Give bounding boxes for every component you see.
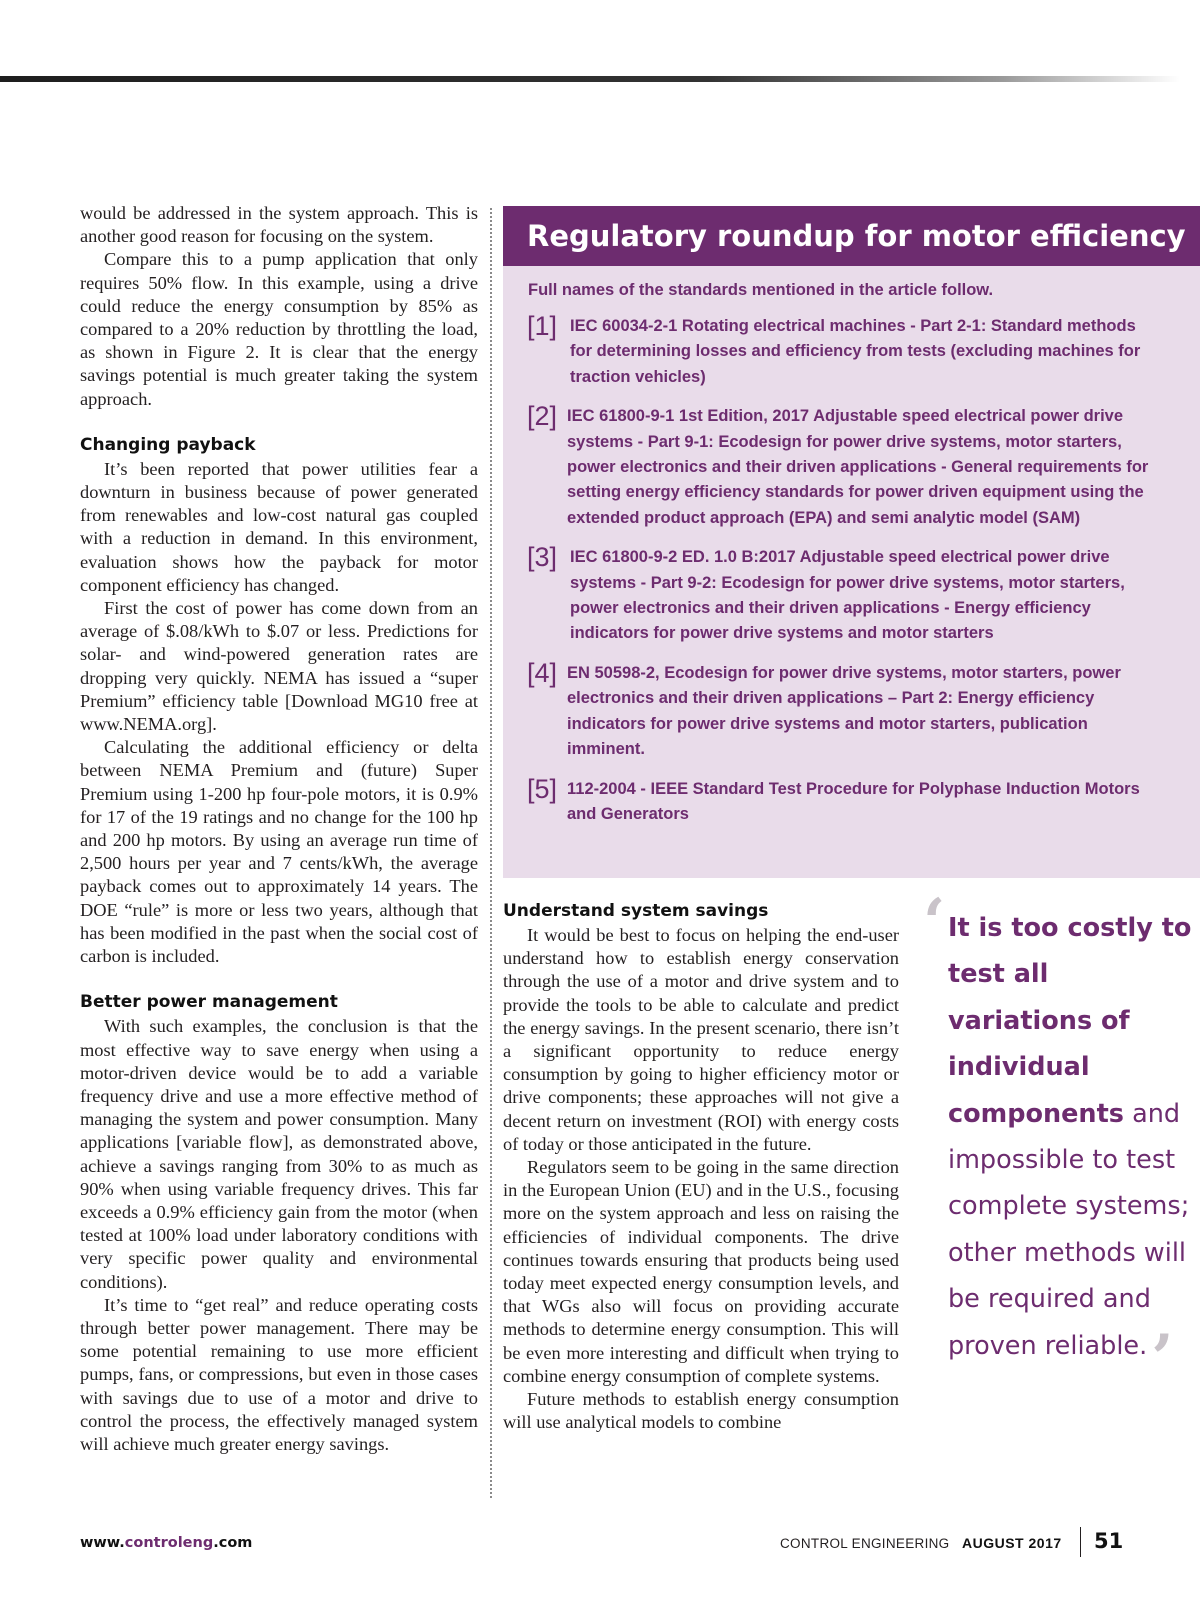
heading-understand-system-savings: Understand system savings (503, 901, 769, 921)
standard-text: 112-2004 - IEEE Standard Test Procedure for Polyphase Induction Motors and Generators (567, 779, 1140, 823)
standard-text: IEC 61800-9-2 ED. 1.0 B:2017 Adjustable speed electrical power drive systems - Part 9-2: Ecodesign for power drive systems, motor starters, power electronics and their driven applications - Energy efficiency indicators for power drive systems and motor starters (570, 548, 1125, 643)
standard-number: [5] (527, 773, 558, 804)
standard-number: [3] (527, 542, 558, 573)
paragraph-savings-1: It would be best to focus on helping the end-user understand how to establish energy conservation through the use of a motor and drive system and to provide the tools to be able to calculate and predict the energy savings. In the present scenario, there isn’t a significant opportunity to reduce energy consumption by going to higher efficiency motor or drive components; these approaches will not give a decent return on investment (ROI) with energy costs of today or those anticipated in the future. (503, 925, 899, 1154)
standard-item (503, 543, 1200, 647)
sidebar-intro: Full names of the standards mentioned in the article follow. (528, 281, 994, 299)
column-divider (490, 208, 492, 1498)
standard-item (503, 402, 1200, 531)
standard-number: [1] (527, 311, 558, 341)
standard-number: [4] (527, 657, 558, 688)
page-number: 51 (1094, 1529, 1124, 1553)
paragraph-payback-3: Calculating the additional efficiency or delta between NEMA Premium and (future) Super Premium using 1-200 hp four-pole motors, it is 0.9% for 17 of the 19 ratings and no change for the 100 hp and 200 hp motors. By using an average run time of 2,500 hours per year and 7 cents/kWh, the average payback comes out to approximately 14 years. The DOE “rule” is more or less two years, although that has been modified in the past when the social cost of carbon is included. (80, 737, 478, 967)
footer-publication: CONTROL ENGINEERING (780, 1536, 950, 1551)
url-prefix: www. (80, 1535, 125, 1551)
paragraph-payback-1: It’s been reported that power utilities fear a downturn in business because of power generated from renewables and low-cost natural gas coupled with a reduction in demand. In this environment, evaluation shows how the payback for motor component efficiency has changed. (80, 458, 478, 595)
top-rule (0, 76, 1180, 82)
standard-item (503, 312, 1200, 390)
paragraph-power-2: It’s time to “get real” and reduce operating costs through better power management. There may be some potential remaining to use more efficient pumps, fans, or compressions, but even in those cases with savings due to use of a motor and drive to control the process, the effectively managed system will achieve much greater energy savings. (80, 1294, 478, 1454)
footer-separator (1080, 1527, 1081, 1557)
heading-changing-payback: Changing payback (80, 434, 256, 455)
url-suffix: .com (213, 1535, 253, 1551)
sidebar-title: Regulatory roundup for motor efficiency (503, 206, 1200, 266)
pull-quote-bold: It is too costly to test all variations of individual components (948, 913, 1192, 1129)
paragraph-compare: Compare this to a pump application that only requires 50% flow. In this example, using a drive could reduce the energy consumption by 85% as compared to a 20% reduction by throttling the load, as shown in Figure 2. It is clear that the energy savings potential is much greater taking the system approach. (80, 249, 478, 409)
close-quote-icon: ’ (1151, 1320, 1174, 1396)
left-column (80, 202, 478, 1456)
paragraph-continued: would be addressed in the system approach. This is another good reason for focusing on the system. (80, 203, 478, 247)
footer-website-link[interactable] (80, 1535, 252, 1551)
footer-date: AUGUST 2017 (962, 1535, 1062, 1551)
pull-quote (923, 885, 1198, 1396)
paragraph-savings-3: Future methods to establish energy consumption will use analytical models to combine (503, 1389, 899, 1433)
standard-number: [2] (527, 401, 558, 432)
standard-text: IEC 61800-9-1 1st Edition, 2017 Adjustable speed electrical power drive systems - Part 9-1: Ecodesign for power drive systems, motor starters, power electronics and their driven applications - General requirements for setting energy efficiency standards for power driven equipment using the extended product approach (EPA) and semi analytic model (SAM) (567, 407, 1149, 527)
standard-item (503, 775, 1200, 828)
regulatory-sidebar (503, 206, 1200, 878)
pull-quote-regular: and impossible to test complete systems; other methods will be required and proven reliable. (948, 1098, 1190, 1361)
middle-column (503, 900, 899, 1434)
paragraph-savings-2: Regulators seem to be going in the same direction in the European Union (EU) and in the U.S., focusing more on the system approach and less on raising the efficiencies of individual components. The drive continues towards ensuring that products being used today meet expected energy consumption levels, and that WGs also will focus on providing accurate methods to determine energy consumption. This will be even more interesting and difficult when trying to combine energy consumption of complete systems. (503, 1157, 899, 1386)
paragraph-power-1: With such examples, the conclusion is that the most effective way to save energy when using a motor-driven device would be to add a variable frequency drive and use a more effective method of managing the system and power consumption. Many applications [variable flow], as demonstrated above, achieve a savings ranging from 30% to as much as 90% when using variable frequency drives. This far exceeds a 0.9% efficiency gain from the motor (when tested at 100% load under laboratory conditions with very specific power quality and environmental conditions). (80, 1016, 478, 1292)
heading-better-power-management: Better power management (80, 992, 338, 1013)
open-quote-icon: ‘ (923, 885, 946, 960)
standard-text: IEC 60034-2-1 Rotating electrical machines - Part 2-1: Standard methods for determining losses and efficiency from tests (excluding machines for traction vehicles) (570, 317, 1141, 386)
standard-text: EN 50598-2, Ecodesign for power drive systems, motor starters, power electronics and their driven applications – Part 2: Energy efficiency indicators for power drive systems and motor starters, publication imminent. (567, 663, 1121, 759)
url-brand: controleng (124, 1535, 214, 1551)
standard-item (503, 659, 1200, 763)
paragraph-payback-2: First the cost of power has come down from an average of $.08/kWh to $.07 or less. Predictions for solar- and wind-powered generation rates are dropping very quickly. NEMA has issued a “super Premium” efficiency table [Download MG10 free at www.NEMA.org]. (80, 598, 478, 735)
